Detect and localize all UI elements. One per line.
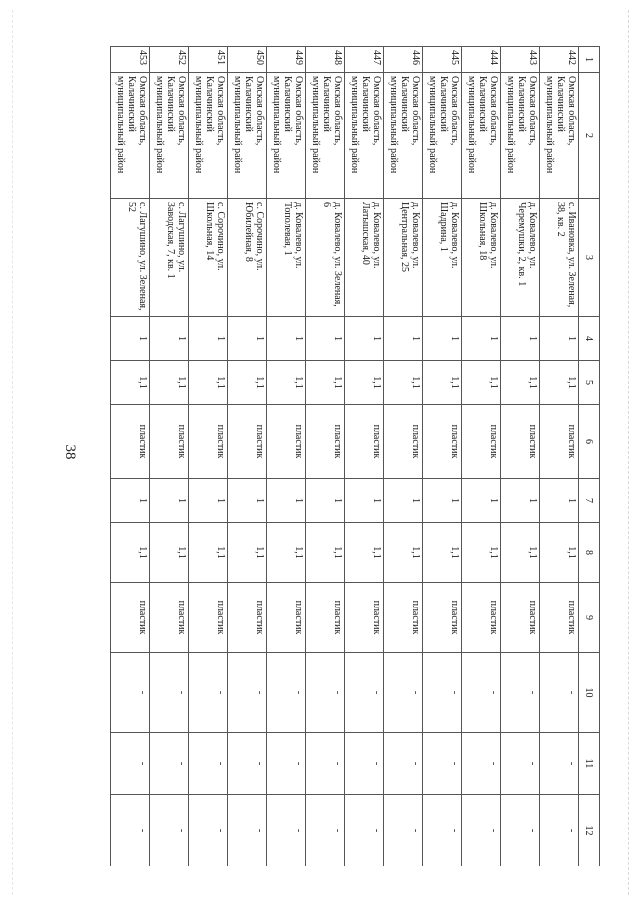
value-cell: 1 xyxy=(540,479,579,523)
value-cell: - xyxy=(501,733,540,795)
value-cell: 1 xyxy=(150,479,189,523)
value-cell: - xyxy=(345,733,384,795)
column-header: 9 xyxy=(579,583,600,653)
material-cell: пластик xyxy=(150,583,189,653)
column-header: 6 xyxy=(579,405,600,479)
value-cell: 1,1 xyxy=(462,361,501,405)
value-cell: 1,1 xyxy=(267,361,306,405)
material-cell: пластик xyxy=(150,405,189,479)
value-cell: - xyxy=(306,795,345,867)
value-cell: 1 xyxy=(150,317,189,361)
value-cell: 1,1 xyxy=(462,523,501,583)
row-number-cell: 450 xyxy=(228,47,267,73)
value-cell: 1 xyxy=(501,317,540,361)
value-cell: - xyxy=(501,653,540,733)
value-cell: 1,1 xyxy=(150,361,189,405)
table-row xyxy=(189,47,228,867)
table-row xyxy=(111,47,150,867)
row-number-cell: 448 xyxy=(306,47,345,73)
value-cell: 1 xyxy=(228,479,267,523)
value-cell: - xyxy=(111,795,150,867)
value-cell: - xyxy=(189,653,228,733)
value-cell: 1,1 xyxy=(306,361,345,405)
value-cell: 1,1 xyxy=(501,523,540,583)
value-cell: 1 xyxy=(423,317,462,361)
value-cell: 1 xyxy=(345,479,384,523)
region-cell: Омская область, Калачинский муниципальный район xyxy=(462,73,501,199)
row-number-cell: 451 xyxy=(189,47,228,73)
region-cell: Омская область, Калачинский муниципальный район xyxy=(267,73,306,199)
value-cell: 1 xyxy=(345,317,384,361)
row-number-cell: 445 xyxy=(423,47,462,73)
value-cell: 1 xyxy=(306,317,345,361)
value-cell: 1,1 xyxy=(150,523,189,583)
region-cell: Омская область, Калачинский муниципальный район xyxy=(228,73,267,199)
material-cell: пластик xyxy=(423,583,462,653)
column-header: 1 xyxy=(579,47,600,73)
objects-table xyxy=(110,46,600,866)
value-cell: - xyxy=(384,795,423,867)
scan-edge-right xyxy=(628,10,629,895)
value-cell: - xyxy=(540,733,579,795)
address-cell: д. Ковалево, ул. Черемушки, 2, кв. 1 xyxy=(501,199,540,317)
table-row xyxy=(228,47,267,867)
value-cell: - xyxy=(462,653,501,733)
material-cell: пластик xyxy=(189,405,228,479)
material-cell: пластик xyxy=(111,583,150,653)
value-cell: - xyxy=(228,653,267,733)
region-cell: Омская область, Калачинский муниципальный район xyxy=(501,73,540,199)
address-cell: д. Ковалево, ул. Шадрина, 1 xyxy=(423,199,462,317)
address-cell: с. Ивановка, ул. Зеленая, 38, кв. 2 xyxy=(540,199,579,317)
table-body xyxy=(111,47,600,867)
material-cell: пластик xyxy=(267,583,306,653)
material-cell: пластик xyxy=(267,405,306,479)
table-rotation-frame xyxy=(110,46,600,866)
row-number-cell: 447 xyxy=(345,47,384,73)
material-cell: пластик xyxy=(228,583,267,653)
value-cell: 1,1 xyxy=(384,361,423,405)
row-number-cell: 453 xyxy=(111,47,150,73)
column-header: 2 xyxy=(579,73,600,199)
row-number-cell: 444 xyxy=(462,47,501,73)
value-cell: 1,1 xyxy=(345,523,384,583)
address-cell: с. Лагушино, ул. Зеленая, 52 xyxy=(111,199,150,317)
material-cell: пластик xyxy=(384,583,423,653)
material-cell: пластик xyxy=(228,405,267,479)
value-cell: 1,1 xyxy=(501,361,540,405)
address-cell: д. Ковалево, ул. Латышская, 40 xyxy=(345,199,384,317)
region-cell: Омская область, Калачинский муниципальный район xyxy=(189,73,228,199)
region-cell: Омская область, Калачинский муниципальный район xyxy=(423,73,462,199)
value-cell: - xyxy=(306,733,345,795)
material-cell: пластик xyxy=(306,583,345,653)
value-cell: 1,1 xyxy=(228,361,267,405)
value-cell: 1 xyxy=(306,479,345,523)
column-header: 5 xyxy=(579,361,600,405)
column-header: 4 xyxy=(579,317,600,361)
table-row xyxy=(423,47,462,867)
column-header: 12 xyxy=(579,795,600,867)
column-header: 11 xyxy=(579,733,600,795)
address-cell: д. Ковалево, ул. Центральная, 25 xyxy=(384,199,423,317)
value-cell: 1 xyxy=(462,479,501,523)
value-cell: - xyxy=(423,733,462,795)
value-cell: - xyxy=(540,653,579,733)
value-cell: - xyxy=(423,653,462,733)
column-header: 8 xyxy=(579,523,600,583)
material-cell: пластик xyxy=(384,405,423,479)
region-cell: Омская область, Калачинский муниципальный район xyxy=(111,73,150,199)
value-cell: - xyxy=(189,795,228,867)
address-cell: с. Лагушино, ул. Заводская, 7, кв. 1 xyxy=(150,199,189,317)
value-cell: 1,1 xyxy=(111,361,150,405)
page-number: 38 xyxy=(62,444,78,460)
value-cell: - xyxy=(228,795,267,867)
material-cell: пластик xyxy=(462,405,501,479)
region-cell: Омская область, Калачинский муниципальный район xyxy=(384,73,423,199)
value-cell: 1 xyxy=(189,479,228,523)
value-cell: - xyxy=(189,733,228,795)
value-cell: 1 xyxy=(189,317,228,361)
material-cell: пластик xyxy=(345,405,384,479)
value-cell: 1 xyxy=(267,317,306,361)
value-cell: 1 xyxy=(384,317,423,361)
region-cell: Омская область, Калачинский муниципальный район xyxy=(540,73,579,199)
value-cell: 1,1 xyxy=(540,523,579,583)
region-cell: Омская область, Калачинский муниципальный район xyxy=(150,73,189,199)
region-cell: Омская область, Калачинский муниципальный район xyxy=(306,73,345,199)
material-cell: пластик xyxy=(462,583,501,653)
region-cell: Омская область, Калачинский муниципальный район xyxy=(345,73,384,199)
value-cell: - xyxy=(111,653,150,733)
rotated-table-container xyxy=(110,46,600,866)
column-number-row xyxy=(579,47,600,867)
row-number-cell: 443 xyxy=(501,47,540,73)
value-cell: - xyxy=(423,795,462,867)
value-cell: - xyxy=(306,653,345,733)
column-header: 10 xyxy=(579,653,600,733)
table-row xyxy=(462,47,501,867)
value-cell: 1,1 xyxy=(540,361,579,405)
address-cell: с. Сорочино, ул. Школьная, 14 xyxy=(189,199,228,317)
column-header: 7 xyxy=(579,479,600,523)
value-cell: 1 xyxy=(501,479,540,523)
value-cell: - xyxy=(267,795,306,867)
value-cell: - xyxy=(267,653,306,733)
table-row xyxy=(501,47,540,867)
value-cell: 1,1 xyxy=(111,523,150,583)
value-cell: 1 xyxy=(384,479,423,523)
value-cell: 1 xyxy=(111,479,150,523)
value-cell: - xyxy=(462,733,501,795)
address-cell: д. Ковалево, ул. Школьная, 18 xyxy=(462,199,501,317)
material-cell: пластик xyxy=(189,583,228,653)
value-cell: 1,1 xyxy=(267,523,306,583)
value-cell: - xyxy=(345,653,384,733)
value-cell: 1 xyxy=(111,317,150,361)
value-cell: 1,1 xyxy=(306,523,345,583)
address-cell: д. Ковалево, ул. Зеленая, 6 xyxy=(306,199,345,317)
address-cell: с. Сорочино, ул. Юбилейная, 8 xyxy=(228,199,267,317)
value-cell: - xyxy=(345,795,384,867)
value-cell: 1 xyxy=(228,317,267,361)
value-cell: 1,1 xyxy=(423,361,462,405)
value-cell: - xyxy=(111,733,150,795)
row-number-cell: 452 xyxy=(150,47,189,73)
table-row xyxy=(150,47,189,867)
table-row xyxy=(267,47,306,867)
row-number-cell: 442 xyxy=(540,47,579,73)
value-cell: 1,1 xyxy=(384,523,423,583)
value-cell: - xyxy=(150,795,189,867)
material-cell: пластик xyxy=(423,405,462,479)
material-cell: пластик xyxy=(501,583,540,653)
material-cell: пластик xyxy=(540,405,579,479)
value-cell: 1 xyxy=(267,479,306,523)
address-cell: д. Ковалево, ул. Тополевая, 1 xyxy=(267,199,306,317)
value-cell: 1,1 xyxy=(189,361,228,405)
table-row xyxy=(306,47,345,867)
value-cell: 1 xyxy=(462,317,501,361)
row-number-cell: 446 xyxy=(384,47,423,73)
value-cell: 1 xyxy=(423,479,462,523)
value-cell: - xyxy=(384,733,423,795)
row-number-cell: 449 xyxy=(267,47,306,73)
value-cell: 1,1 xyxy=(228,523,267,583)
value-cell: - xyxy=(150,733,189,795)
value-cell: 1,1 xyxy=(423,523,462,583)
table-row xyxy=(384,47,423,867)
value-cell: 1,1 xyxy=(345,361,384,405)
value-cell: 1,1 xyxy=(189,523,228,583)
scan-edge-left xyxy=(12,10,13,895)
material-cell: пластик xyxy=(501,405,540,479)
material-cell: пластик xyxy=(540,583,579,653)
value-cell: 1 xyxy=(540,317,579,361)
value-cell: - xyxy=(462,795,501,867)
table-row xyxy=(345,47,384,867)
column-header: 3 xyxy=(579,199,600,317)
material-cell: пластик xyxy=(306,405,345,479)
value-cell: - xyxy=(501,795,540,867)
value-cell: - xyxy=(384,653,423,733)
material-cell: пластик xyxy=(345,583,384,653)
value-cell: - xyxy=(228,733,267,795)
value-cell: - xyxy=(150,653,189,733)
value-cell: - xyxy=(540,795,579,867)
table-row xyxy=(540,47,579,867)
material-cell: пластик xyxy=(111,405,150,479)
value-cell: - xyxy=(267,733,306,795)
